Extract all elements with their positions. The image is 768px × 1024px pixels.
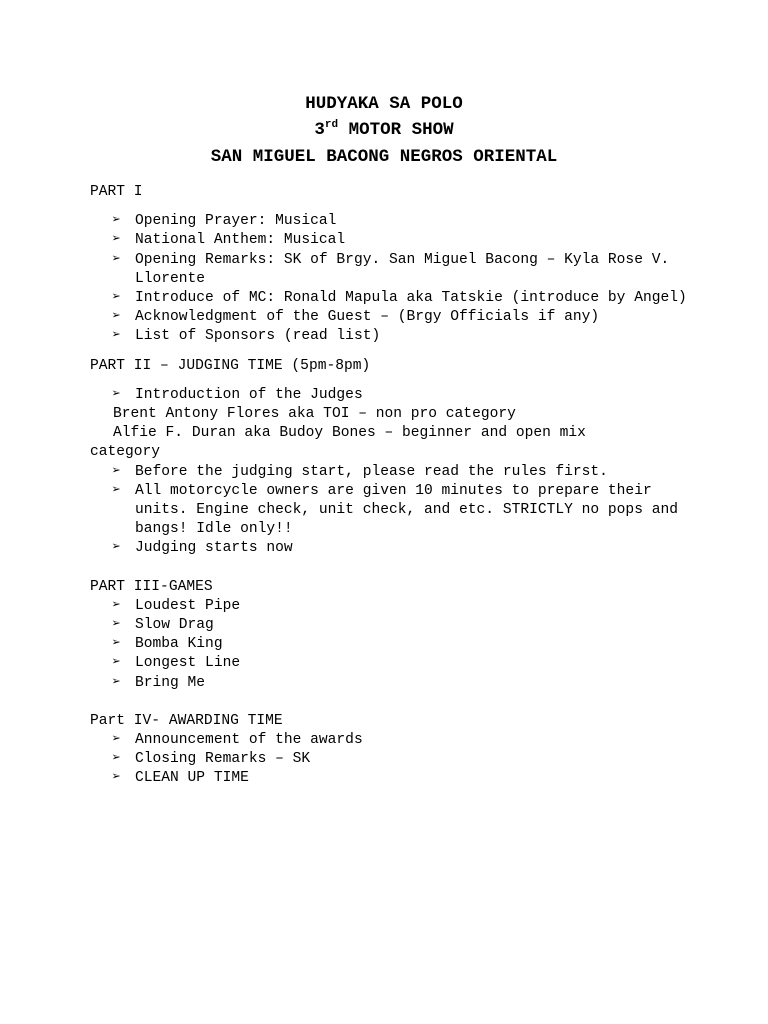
part-1-heading: PART I [90, 184, 143, 200]
arrow-bullet-icon: ➢ [112, 732, 121, 749]
list-item [90, 616, 690, 635]
part-4-list [90, 731, 690, 789]
arrow-bullet-icon: ➢ [112, 213, 121, 230]
arrow-bullet-icon: ➢ [112, 655, 121, 672]
list-item-text: Slow Drag [135, 617, 214, 634]
list-item-text: Announcement of the awards [135, 732, 363, 749]
list-item [90, 463, 690, 482]
list-item [90, 769, 690, 788]
arrow-bullet-icon: ➢ [112, 251, 121, 268]
title-line-1: HUDYAKA SA POLO [305, 94, 463, 114]
document-title [0, 92, 768, 171]
arrow-bullet-icon: ➢ [112, 540, 121, 557]
judge-2-continuation: category [90, 444, 161, 461]
list-item [90, 289, 690, 308]
arrow-bullet-icon: ➢ [112, 770, 121, 787]
list-item [90, 539, 690, 558]
part-3-list [90, 597, 690, 693]
part-2-intro-list [90, 386, 690, 405]
list-item [90, 597, 690, 616]
title-line-2 [0, 118, 768, 146]
title-number: 3 [314, 119, 325, 140]
list-item [90, 231, 690, 250]
list-item-text: National Anthem: Musical [135, 232, 346, 249]
arrow-bullet-icon: ➢ [112, 636, 121, 653]
title-line-3: SAN MIGUEL BACONG NEGROS ORIENTAL [210, 147, 558, 167]
list-item [90, 482, 690, 540]
arrow-bullet-icon: ➢ [112, 328, 121, 345]
title-ordinal-suffix: rd [324, 118, 339, 131]
part-2-heading: PART II – JUDGING TIME (5pm-8pm) [90, 357, 371, 374]
list-item [90, 212, 690, 231]
part-1-list [90, 212, 690, 346]
part-3-heading: PART III-GAMES [90, 578, 213, 595]
list-item-text: All motorcycle owners are given 10 minutes to prepare their units. Engine check, unit check, and etc. STRICTLY no pops and bangs! Idle only!! [135, 482, 678, 538]
arrow-bullet-icon: ➢ [112, 482, 121, 499]
arrow-bullet-icon: ➢ [112, 386, 121, 403]
list-item-text: Before the judging start, please read the rules first. [135, 463, 608, 480]
list-item-text: Judging starts now [135, 540, 293, 557]
list-item [90, 251, 690, 289]
judge-2-line: Alfie F. Duran aka Budoy Bones – beginner and open mix [113, 425, 586, 442]
list-item [90, 654, 690, 673]
list-item-text: Bomba King [135, 636, 223, 653]
list-item-text: Longest Line [135, 655, 241, 672]
part-2-list [90, 463, 690, 559]
arrow-bullet-icon: ➢ [112, 617, 121, 634]
list-item-text: List of Sponsors (read list) [135, 328, 381, 345]
list-item-text: Bring Me [135, 674, 206, 691]
arrow-bullet-icon: ➢ [112, 290, 121, 307]
document-body [90, 183, 690, 789]
list-item-text: Acknowledgment of the Guest – (Brgy Officials if any) [135, 309, 600, 326]
arrow-bullet-icon: ➢ [112, 463, 121, 480]
list-item-text: Closing Remarks – SK [135, 751, 311, 768]
list-item [90, 308, 690, 327]
judge-1-line: Brent Antony Flores aka TOI – non pro category [113, 406, 516, 423]
list-item [90, 750, 690, 769]
part-4-heading: Part IV- AWARDING TIME [90, 712, 283, 729]
list-item-text: Opening Prayer: Musical [135, 213, 337, 230]
list-item-text: Loudest Pipe [135, 597, 241, 614]
list-item [90, 386, 690, 405]
list-item [90, 635, 690, 654]
arrow-bullet-icon: ➢ [112, 309, 121, 326]
list-item-text: Introduction of the Judges [135, 386, 363, 403]
list-item-text: Introduce of MC: Ronald Mapula aka Tatskie (introduce by Angel) [135, 290, 687, 307]
list-item [90, 327, 690, 346]
arrow-bullet-icon: ➢ [112, 232, 121, 249]
list-item-text: CLEAN UP TIME [135, 770, 249, 787]
title-line-2-text: MOTOR SHOW [338, 119, 454, 140]
arrow-bullet-icon: ➢ [112, 674, 121, 691]
list-item-text: Opening Remarks: SK of Brgy. San Miguel Bacong – Kyla Rose V. Llorente [135, 251, 670, 287]
arrow-bullet-icon: ➢ [112, 597, 121, 614]
list-item [90, 674, 690, 693]
arrow-bullet-icon: ➢ [112, 751, 121, 768]
list-item [90, 731, 690, 750]
